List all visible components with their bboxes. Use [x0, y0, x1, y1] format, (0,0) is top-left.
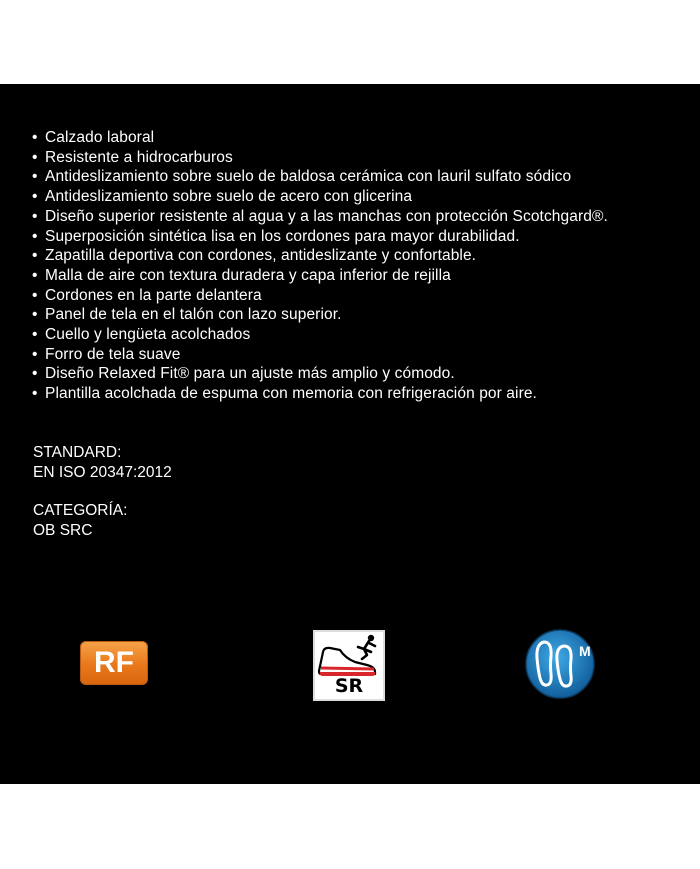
- category-value: OB SRC: [33, 521, 93, 539]
- category-label: CATEGORÍA:: [33, 502, 128, 519]
- feature-item: [30, 325, 608, 345]
- slip-resistant-icon: [313, 630, 385, 701]
- feature-item: [30, 345, 608, 365]
- feature-item: [30, 227, 608, 247]
- feature-text: Plantilla acolchada de espuma con memoria con refrigeración por aire.: [45, 385, 537, 403]
- feature-item: [30, 286, 608, 306]
- bullet: •: [32, 129, 38, 146]
- memory-foam-graphic: [520, 626, 600, 702]
- bullet: •: [32, 306, 38, 324]
- feature-text: Antideslizamiento sobre suelo de acero con glicerina: [45, 188, 413, 206]
- bullet: •: [32, 148, 38, 166]
- feature-item: [30, 364, 608, 384]
- bullet: •: [32, 247, 38, 265]
- feature-list: [30, 128, 608, 404]
- feature-text: Calzado laboral: [45, 129, 155, 146]
- bullet: •: [32, 266, 38, 284]
- feature-text: Diseño Relaxed Fit® para un ajuste más amplio y cómodo.: [45, 365, 455, 383]
- bullet: •: [32, 345, 38, 363]
- product-info-panel: [0, 84, 700, 784]
- standard-label: STANDARD:: [33, 444, 122, 461]
- bullet: •: [32, 365, 38, 383]
- bullet: •: [32, 286, 38, 304]
- feature-item: [30, 266, 608, 286]
- feature-text: Cuello y lengüeta acolchados: [45, 326, 251, 344]
- feature-item: [30, 384, 608, 404]
- feature-text: Resistente a hidrocarburos: [45, 148, 233, 166]
- feature-text: Antideslizamiento sobre suelo de baldosa cerámica con lauril sulfato sódico: [45, 168, 572, 186]
- feature-text: Cordones en la parte delantera: [45, 286, 262, 304]
- feature-text: Diseño superior resistente al agua y a las manchas con protección Scotchgard®.: [45, 207, 608, 225]
- feature-item: [30, 128, 608, 148]
- bullet: •: [32, 227, 38, 245]
- category-block: [33, 501, 127, 540]
- bullet: •: [32, 188, 38, 206]
- feature-item: [30, 207, 608, 227]
- bullet: •: [32, 326, 38, 344]
- feature-item: [30, 187, 608, 207]
- feature-item: [30, 167, 608, 187]
- rf-badge-text: RF: [94, 646, 134, 679]
- standard-value: EN ISO 20347:2012: [33, 463, 172, 481]
- memory-badge-text: M: [579, 643, 591, 659]
- feature-text: Malla de aire con textura duradera y capa inferior de rejilla: [45, 266, 451, 284]
- memory-foam-icon: [520, 626, 600, 702]
- sr-badge-text: SR: [318, 676, 380, 696]
- shoe-slip-graphic: [315, 632, 383, 678]
- feature-text: Panel de tela en el talón con lazo superior.: [45, 306, 342, 324]
- feature-item: [30, 148, 608, 168]
- feature-text: Forro de tela suave: [45, 345, 181, 363]
- feature-text: Superposición sintética lisa en los cordones para mayor durabilidad.: [45, 227, 520, 245]
- bullet: •: [32, 207, 38, 225]
- feature-text: Zapatilla deportiva con cordones, antideslizante y confortable.: [45, 247, 477, 265]
- feature-item: [30, 246, 608, 266]
- feature-item: [30, 305, 608, 325]
- bullet: •: [32, 385, 38, 403]
- rf-badge-icon: [80, 641, 148, 685]
- standard-block: [33, 443, 172, 482]
- bullet: •: [32, 168, 38, 186]
